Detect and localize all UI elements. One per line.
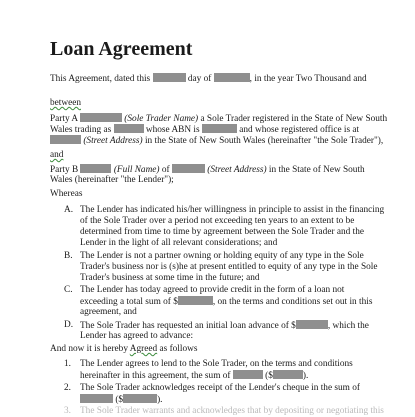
clause-1-line-2 — [80, 370, 308, 382]
clause-2-line-1: The Sole Trader acknowledges receipt of the Lender's cheque in the sum of — [80, 383, 360, 393]
clause-1-text-c: ). — [302, 371, 309, 381]
clause-a-line-3: determined from time to time by agreement between the Sole Trader and the — [80, 227, 364, 237]
clause-d-number: D. — [64, 320, 74, 330]
party-a-address-hint: (Street Address) — [83, 136, 143, 146]
clause-c-line-3: agreement, and — [80, 307, 137, 317]
party-b-text-e: in the State of New South — [268, 165, 365, 175]
agreed-text-a: And now it is hereby — [50, 344, 128, 354]
between-word: between — [50, 98, 81, 108]
clause-a-number: A. — [64, 205, 74, 215]
party-b-text-f: Wales (hereinafter "the Lender"); — [50, 175, 174, 185]
clause-c-number: C. — [64, 285, 73, 295]
clause-a-line-2: of the Sole Trader over a period not exceeding ten years to an extent to be — [80, 216, 355, 226]
party-a-text-d: Wales trading as — [50, 125, 112, 135]
clause-d-line-2: Lender has agreed to advance: — [80, 331, 194, 341]
party-b-address-hint: (Street Address) — [207, 165, 267, 175]
clause-2-text-b: ). — [157, 395, 163, 405]
intro-text-c: , in the year Two Thousand and — [249, 74, 367, 84]
and-line — [50, 150, 63, 161]
date-day-blank[interactable] — [153, 73, 186, 82]
date-month-blank[interactable] — [214, 73, 250, 82]
clause-3-number: 3. — [64, 406, 71, 416]
clause-c-text-a: exceeding a total sum of $ — [80, 297, 178, 307]
trading-name-blank[interactable] — [114, 124, 144, 133]
party-b-label: Party B — [50, 165, 79, 175]
party-a-text-h: in the State of New South Wales (hereinafter "the Sole Trader"), — [144, 136, 384, 146]
document-title: Loan Agreement — [50, 38, 193, 60]
whereas-heading: Whereas — [50, 189, 83, 199]
clause-b-number: B. — [64, 251, 73, 261]
clause-2-number: 2. — [64, 383, 71, 393]
clause-2-line-2 — [80, 394, 163, 406]
party-b-text-c: of — [161, 165, 170, 175]
clause-1-number: 1. — [64, 359, 71, 369]
party-a-text-f: and whose registered office is at — [239, 125, 360, 135]
clause-3-line-1: The Sole Trader warrants and acknowledges that by depositing or negotiating this — [80, 406, 384, 416]
intro-text-b: day of — [187, 74, 212, 84]
party-b-line-2 — [50, 175, 174, 186]
intro-text-a: This Agreement, dated this — [50, 74, 151, 84]
party-a-name-hint: (Sole Trader Name) — [124, 114, 199, 124]
clause-c-line-1: The Lender has today agreed to provide credit in the form of a loan not — [80, 285, 345, 295]
clause-a-line-1: The Lender has indicated his/her willingness in principle to assist in the financing — [80, 205, 385, 215]
cheque-words-blank[interactable] — [80, 394, 113, 403]
intro-line — [50, 73, 367, 85]
clause-d-text-b: , which the — [327, 321, 369, 331]
clause-1-text-b: ($ — [265, 371, 273, 381]
agreed-line — [50, 344, 197, 355]
party-a-name-blank[interactable] — [80, 113, 122, 122]
agreed-word: Agreed — [129, 344, 158, 354]
clause-b-line-1: The Lender is not a partner owning or holding equity of any type in the Sole — [80, 251, 364, 261]
initial-advance-blank[interactable] — [296, 320, 328, 329]
clause-1-text-a: hereinafter in this agreement, the sum of — [80, 371, 231, 381]
party-a-line-3 — [50, 135, 383, 147]
clause-2-text-a: ($ — [115, 395, 124, 405]
clause-c-text-b: , on the terms and conditions set out in this — [212, 297, 373, 307]
clause-d-text-a: The Sole Trader has requested an initial loan advance of $ — [80, 321, 296, 331]
party-a-address-blank[interactable] — [50, 135, 81, 144]
party-a-label: Party A — [50, 114, 78, 124]
party-b-name-hint: (Full Name) — [113, 165, 160, 175]
clause-1-line-1: The Lender agrees to lend to the Sole Trader, on the terms and conditions — [80, 359, 353, 369]
abn-blank[interactable] — [202, 124, 237, 133]
loan-limit-blank[interactable] — [178, 296, 213, 305]
party-a-text-c: a Sole Trader registered in the State of New South — [200, 114, 388, 124]
clause-b-line-2: Trader's business nor is (s)he at present entitled to equity of any type in the Sole — [80, 262, 378, 272]
party-b-name-blank[interactable] — [80, 164, 111, 173]
clause-a-line-4: Lender in the light of all relevant considerations; and — [80, 238, 278, 248]
and-word: and — [50, 150, 64, 160]
agreed-text-c: as follows — [157, 344, 198, 354]
loan-sum-figures-blank[interactable] — [273, 370, 303, 379]
clause-b-line-3: Trader's business at some time in the future; and — [80, 273, 260, 283]
party-b-address-blank[interactable] — [172, 164, 205, 173]
loan-sum-words-blank[interactable] — [233, 370, 263, 379]
party-a-text-e: whose ABN is — [145, 125, 200, 135]
cheque-figures-blank[interactable] — [123, 394, 157, 403]
between-line — [50, 98, 81, 109]
